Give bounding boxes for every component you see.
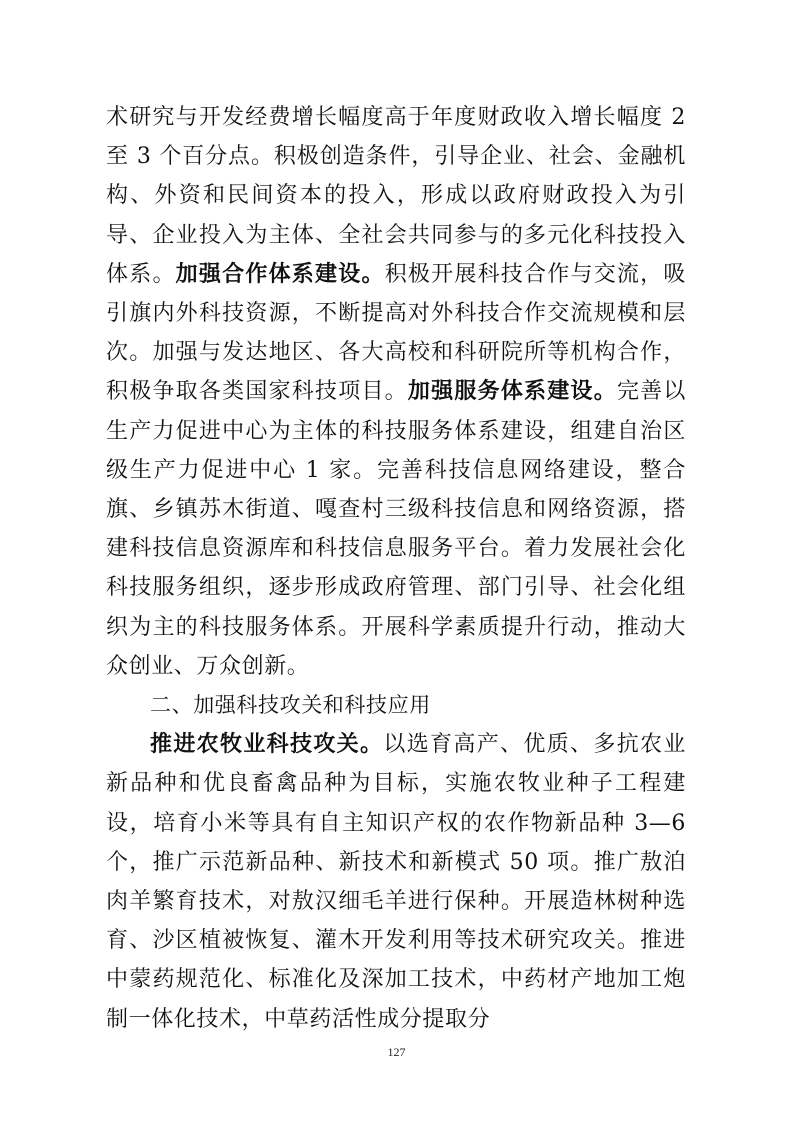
paragraph-science-investment [106,98,686,686]
bold-phrase-agri-research: 推进农牧业科技攻关。 [150,731,384,758]
bold-phrase-service-system: 加强服务体系建设。 [407,378,617,405]
paragraph-text: 完善以生产力促进中心为主体的科技服务体系建设，组建自治区级生产力促进中心 1 家。完善科技信息网络建设，整合旗、乡镇苏木街道、嘎查村三级科技信息和网络资源，搭建科技信息资源库和科技信息服务平台。着力发展社会化科技服务组织，逐步形成政府管理、部门引导、社会化组织为主的科技服务体系。开展科学素质提升行动，推动大众创业、万众创新。 [106,379,686,679]
paragraph-text: 术研究与开发经费增长幅度高于年度财政收入增长幅度 2 至 3 个百分点。积极创造条件，引导企业、社会、金融机构、外资和民间资本的投入，形成以政府财政投入为引导、企业投入为主体、全社会共同参与的多元化科技投入体系。 [106,105,686,287]
paragraph-text: 以选育高产、优质、多抗农业新品种和优良畜禽品种为目标，实施农牧业种子工程建设，培育小米等具有自主知识产权的农作物新品种 3—6 个，推广示范新品种、新技术和新模式 50 项。推广敖泊肉羊繁育技术，对敖汉细毛羊进行保种。开展造林树种选育、沙区植被恢复、灌木开发利用等技术研究攻关。推进中蒙药规范化、标准化及深加工技术，中药材产地加工炮制一体化技术，中草药活性成分提取分 [106,732,686,1032]
document-body [106,98,686,1039]
paragraph-agri-research [106,725,686,1039]
paragraph-text: 积极开展科技合作与交流，吸引旗内外科技资源，不断提高对外科技合作交流规模和层次。加强与发达地区、各大高校和科研院所等机构合作，积极争取各类国家科技项目。 [106,261,686,405]
bold-phrase-cooperation-system: 加强合作体系建设。 [175,260,385,287]
page-number: 127 [387,1045,406,1059]
section-heading: 二、加强科技攻关和科技应用 [150,693,431,718]
